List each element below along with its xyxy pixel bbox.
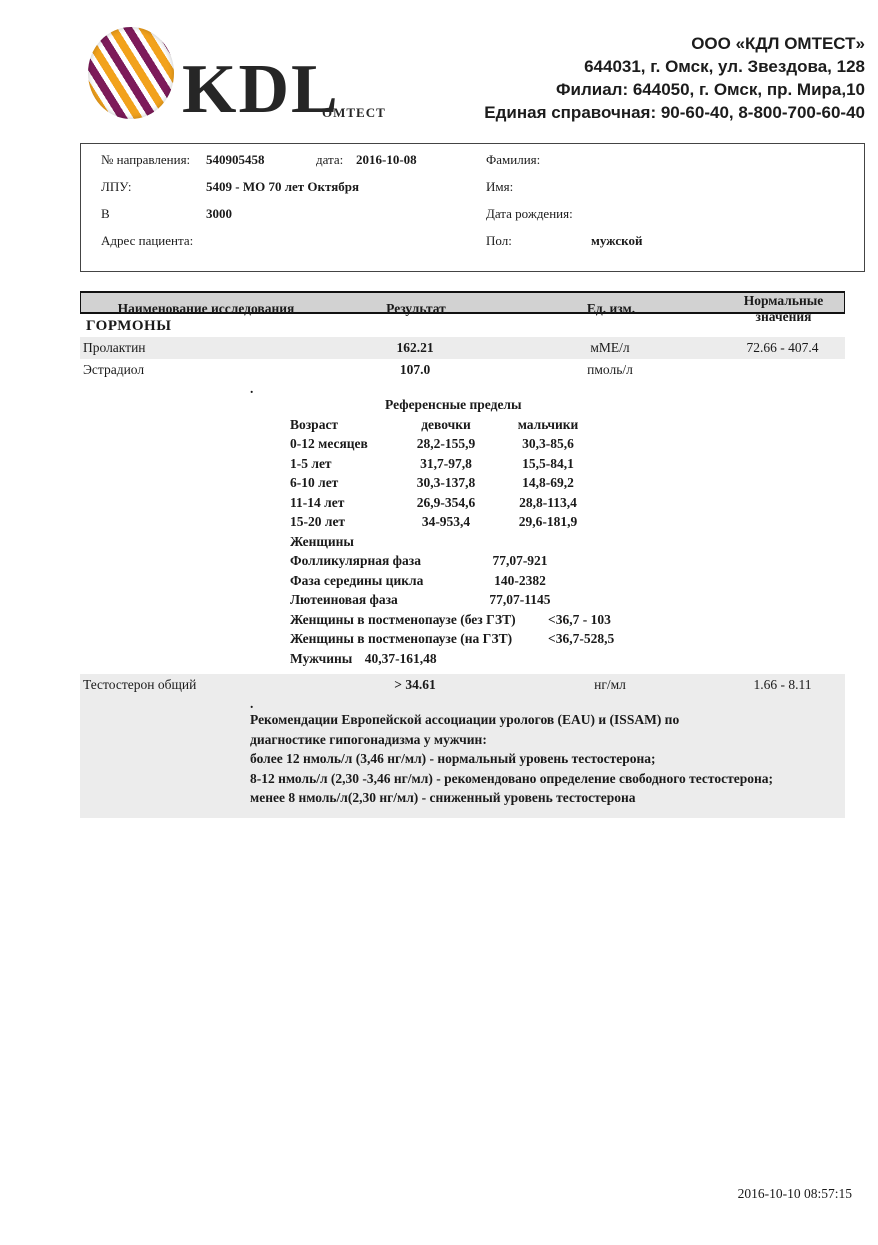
results-table	[80, 291, 845, 818]
ref-men-row	[290, 649, 845, 669]
firstname-label: Имя:	[486, 179, 514, 194]
v-label: В	[101, 206, 110, 221]
recommendation-line: менее 8 нмоль/л(2,30 нг/мл) - сниженный уровень тестостерона	[250, 790, 636, 805]
results-table-header	[80, 291, 845, 324]
kdl-logo-sphere-icon	[88, 27, 174, 119]
print-timestamp: 2016-10-10 08:57:15	[737, 1186, 852, 1201]
test-unit: нг/мл	[594, 677, 626, 692]
boys-range: 30,3-85,6	[522, 436, 574, 451]
test-name: Эстрадиол	[83, 362, 145, 377]
address-label: Адрес пациента:	[101, 233, 194, 248]
col-header-unit: Ед. изм.	[586, 301, 636, 316]
info-row-address	[81, 225, 864, 252]
test-name: Пролактин	[83, 340, 146, 355]
testosterone-recommendations-comment	[80, 696, 845, 818]
test-unit: мМЕ/л	[590, 340, 630, 355]
phase-label: Фаза середины цикла	[290, 572, 424, 588]
phase-range: <36,7-528,5	[548, 631, 615, 646]
table-row-estradiol	[80, 359, 845, 381]
company-contact-block	[484, 32, 865, 124]
info-row-referral	[81, 144, 864, 171]
ref-phase-row	[290, 571, 845, 591]
ref-postmenopause-row	[290, 629, 845, 649]
ref-col-boys: мальчики	[517, 416, 579, 432]
boys-range: 15,5-84,1	[522, 455, 574, 471]
patient-info-box	[80, 143, 865, 272]
age-label: 6-10 лет	[290, 475, 339, 490]
sex-value: мужской	[591, 233, 643, 248]
reference-age-header	[290, 415, 845, 435]
info-row-lpu	[81, 171, 864, 198]
phase-label: Лютеиновая фаза	[290, 592, 398, 607]
comment-dot: .	[250, 696, 254, 711]
reference-limits-title: Референсные пределы	[385, 397, 522, 412]
test-unit: пмоль/л	[587, 362, 633, 377]
phase-label: Женщины в постменопаузе (без ГЗТ)	[290, 611, 516, 627]
comment-dot: .	[250, 381, 254, 396]
men-range: 40,37-161,48	[364, 650, 437, 666]
ref-col-girls: девочки	[421, 416, 471, 432]
reference-limits-block	[290, 395, 845, 668]
recommendation-line: более 12 нмоль/л (3,46 нг/мл) - нормальный уровень тестостерона;	[250, 751, 656, 766]
girls-range: 30,3-137,8	[416, 475, 476, 490]
girls-range: 28,2-155,9	[416, 436, 476, 451]
phase-label: Женщины в постменопаузе (на ГЗТ)	[290, 631, 513, 646]
test-result: 162.21	[396, 340, 434, 355]
ref-col-age: Возраст	[290, 416, 339, 432]
age-label: 15-20 лет	[290, 514, 346, 529]
ref-age-row	[290, 454, 845, 474]
test-result: 107.0	[399, 362, 431, 377]
test-result: > 34.61	[394, 677, 436, 692]
girls-range: 34-953,4	[421, 514, 471, 529]
lpu-label: ЛПУ:	[101, 179, 132, 194]
date-value: 2016-10-08	[356, 152, 417, 167]
table-row-testosterone	[80, 674, 845, 696]
estradiol-reference-comment	[80, 381, 845, 674]
ref-age-row	[290, 434, 845, 454]
boys-range: 14,8-69,2	[522, 475, 574, 490]
recommendation-line: 8-12 нмоль/л (2,30 -3,46 нг/мл) - рекомендовано определение свободного тестостерона;	[250, 770, 773, 786]
girls-range: 26,9-354,6	[416, 494, 476, 510]
recommendation-line: диагностике гипогонадизма у мужчин:	[250, 731, 487, 747]
boys-range: 28,8-113,4	[519, 494, 577, 510]
kdl-logo-subtitle: ОМТЕСТ	[322, 105, 386, 120]
phase-label: Фолликулярная фаза	[290, 553, 421, 568]
referral-value: 540905458	[206, 152, 265, 167]
table-row-prolactin	[80, 337, 845, 359]
age-label: 0-12 месяцев	[290, 436, 368, 451]
test-normal-range: 72.66 - 407.4	[746, 340, 819, 355]
company-phone: Единая справочная: 90-60-40, 8-800-700-60-40	[484, 103, 865, 122]
phase-range: <36,7 - 103	[548, 611, 611, 627]
ref-age-row	[290, 473, 845, 493]
ref-phase-row	[290, 551, 845, 571]
col-header-normal: Нормальные значения	[743, 293, 824, 324]
ref-postmenopause-row	[290, 610, 845, 630]
referral-label: № направления:	[101, 152, 191, 167]
info-row-v	[81, 198, 864, 225]
test-name: Тестостерон общий	[83, 677, 197, 692]
col-header-test-name: Наименование исследования	[117, 301, 295, 316]
phase-range: 77,07-921	[492, 553, 548, 568]
ref-women-header: Женщины	[290, 533, 354, 549]
lpu-value: 5409 - МО 70 лет Октября	[206, 179, 360, 194]
boys-range: 29,6-181,9	[518, 514, 578, 529]
phase-range: 140-2382	[494, 572, 546, 588]
age-label: 11-14 лет	[290, 494, 345, 510]
ref-age-row	[290, 512, 845, 532]
kdl-logo-brand: KDL	[182, 51, 340, 128]
men-label: Мужчины	[290, 650, 353, 666]
birthdate-label: Дата рождения:	[486, 206, 573, 221]
test-normal-range: 1.66 - 8.11	[753, 677, 812, 692]
sex-label: Пол:	[486, 233, 512, 248]
company-address-1: 644031, г. Омск, ул. Звездова, 128	[584, 57, 865, 76]
company-address-2: Филиал: 644050, г. Омск, пр. Мира,10	[555, 80, 865, 99]
age-label: 1-5 лет	[290, 455, 332, 471]
section-title-hormones: ГОРМОНЫ	[86, 318, 172, 334]
col-header-result: Результат	[386, 301, 446, 316]
ref-age-row	[290, 493, 845, 513]
phase-range: 77,07-1145	[489, 592, 551, 607]
recommendation-line: Рекомендации Европейской ассоциации урологов (EAU) и (ISSAM) по	[250, 712, 680, 727]
company-name: ООО «КДЛ ОМТЕСТ»	[691, 34, 865, 53]
lastname-label: Фамилия:	[486, 152, 541, 167]
ref-phase-row	[290, 590, 845, 610]
girls-range: 31,7-97,8	[420, 455, 472, 471]
v-value: 3000	[206, 206, 232, 221]
date-label: дата:	[316, 152, 344, 167]
